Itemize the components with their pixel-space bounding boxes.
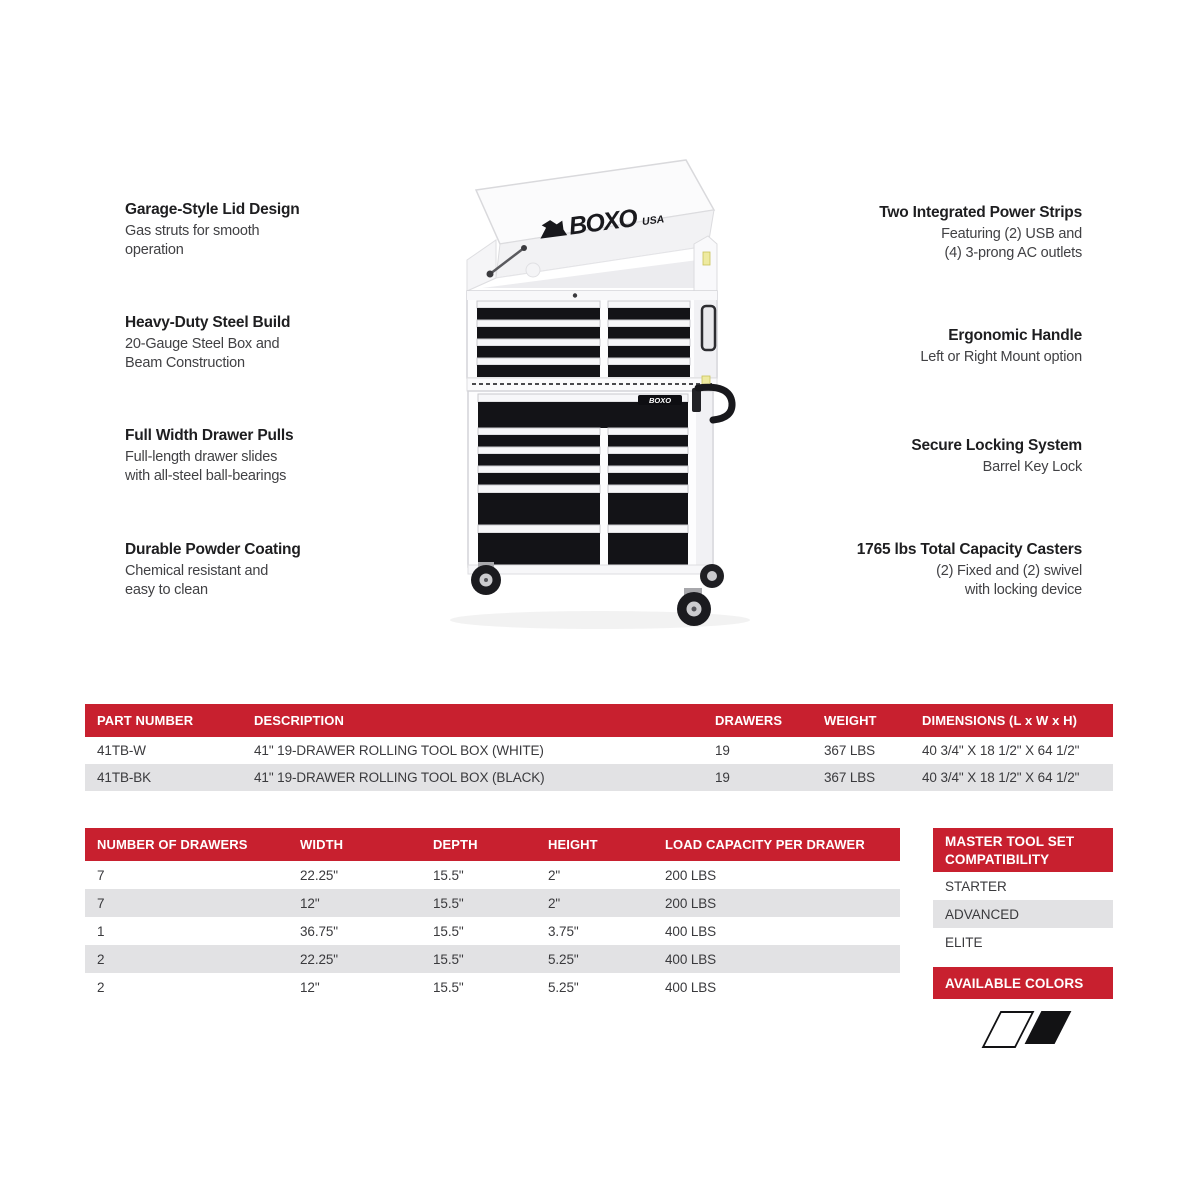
table-cell: 2 <box>97 951 105 967</box>
feature-powder-coating <box>125 540 345 600</box>
column-header: PART NUMBER <box>97 713 194 728</box>
table-cell: 40 3/4" X 18 1/2" X 64 1/2" <box>922 743 1080 758</box>
brand-name: BOXO <box>567 204 639 241</box>
feature-title: Garage-Style Lid Design <box>125 201 300 218</box>
feature-steel-build <box>125 313 345 373</box>
chest-drawers-left <box>477 301 600 377</box>
feature-text: Featuring (2) USB and <box>941 226 1082 242</box>
feature-casters <box>782 540 1082 600</box>
feature-ergonomic-handle <box>782 326 1082 367</box>
feature-text: with locking device <box>964 582 1082 598</box>
feature-text: operation <box>125 242 184 258</box>
brand-suffix: USA <box>641 213 665 229</box>
side-handle <box>702 306 715 350</box>
table-cell: 400 LBS <box>665 951 717 967</box>
table-cell: 19 <box>715 770 730 785</box>
table-cell: 7 <box>97 867 105 883</box>
chest-lock <box>573 293 577 297</box>
table-cell: 15.5" <box>433 923 464 939</box>
table-cell: 41TB-BK <box>97 770 152 785</box>
feature-text: (4) 3-prong AC outlets <box>944 245 1082 261</box>
column-header: WEIGHT <box>824 713 877 728</box>
feature-title: Full Width Drawer Pulls <box>125 427 294 444</box>
table-cell: 200 LBS <box>665 867 717 883</box>
compatibility-title: MASTER TOOL SET COMPATIBILITY <box>933 828 1113 872</box>
table-cell: 367 LBS <box>824 743 876 758</box>
table-row <box>85 889 900 917</box>
spec-table <box>85 704 1113 791</box>
warning-sticker <box>703 252 710 265</box>
feature-title: Heavy-Duty Steel Build <box>125 314 291 331</box>
compatibility-box <box>933 828 1113 956</box>
table-row <box>85 917 900 945</box>
available-colors-title: AVAILABLE COLORS <box>933 967 1113 999</box>
table-cell: 3.75" <box>548 923 579 939</box>
feature-text: Chemical resistant and <box>125 563 269 579</box>
column-header: DIMENSIONS (L x W x H) <box>922 713 1078 728</box>
feature-title: Secure Locking System <box>911 437 1082 454</box>
feature-text: easy to clean <box>125 582 208 598</box>
table-cell: 200 LBS <box>665 895 717 911</box>
table-cell: 22.25" <box>300 951 338 967</box>
table-cell: 22.25" <box>300 867 338 883</box>
table-cell: 12" <box>300 979 320 995</box>
feature-text: 20-Gauge Steel Box and <box>125 336 280 352</box>
spec-table-header <box>85 704 1113 737</box>
feature-drawer-pulls <box>125 426 345 486</box>
table-cell: 367 LBS <box>824 770 876 785</box>
feature-text: with all-steel ball-bearings <box>125 468 287 484</box>
table-cell: 15.5" <box>433 951 464 967</box>
cabinet-wide-drawer <box>478 394 688 428</box>
color-swatches <box>933 999 1113 1059</box>
table-cell: 400 LBS <box>665 923 717 939</box>
feature-text: Left or Right Mount option <box>920 349 1082 365</box>
table-cell: 15.5" <box>433 867 464 883</box>
feature-locking-system <box>782 436 1082 477</box>
drawer-table <box>85 828 900 1001</box>
table-cell: 1 <box>97 923 105 939</box>
table-row <box>85 973 900 1001</box>
feature-text: Barrel Key Lock <box>982 459 1082 475</box>
table-cell: 15.5" <box>433 895 464 911</box>
column-header: NUMBER OF DRAWERS <box>97 837 248 852</box>
cabinet-drawers-right <box>608 428 688 565</box>
column-header: HEIGHT <box>548 837 598 852</box>
column-header: DESCRIPTION <box>254 713 344 728</box>
column-header: LOAD CAPACITY PER DRAWER <box>665 837 865 852</box>
handle-bracket <box>692 388 701 412</box>
table-cell: 41" 19-DRAWER ROLLING TOOL BOX (WHITE) <box>254 743 544 758</box>
feature-title: Ergonomic Handle <box>948 327 1082 344</box>
compat-item-starter: STARTER <box>945 878 1007 894</box>
product-image <box>440 148 760 640</box>
feature-garage-lid <box>125 200 345 260</box>
table-cell: 41" 19-DRAWER ROLLING TOOL BOX (BLACK) <box>254 770 545 785</box>
drawer-table-header <box>85 828 900 861</box>
table-row <box>85 737 1113 764</box>
feature-text: (2) Fixed and (2) swivel <box>936 563 1082 579</box>
feature-text: Full-length drawer slides <box>125 449 278 465</box>
table-cell: 2" <box>548 895 561 911</box>
table-cell: 5.25" <box>548 951 579 967</box>
compat-item-elite: ELITE <box>945 934 983 950</box>
table-cell: 2" <box>548 867 561 883</box>
toolbox-illustration <box>440 148 760 640</box>
table-row <box>85 861 900 889</box>
table-cell: 2 <box>97 979 105 995</box>
cabinet-drawers-left <box>478 428 600 565</box>
feature-power-strips <box>782 203 1082 263</box>
feature-text: Gas struts for smooth <box>125 223 260 239</box>
table-cell: 36.75" <box>300 923 338 939</box>
table-cell: 19 <box>715 743 730 758</box>
table-cell: 12" <box>300 895 320 911</box>
column-header: DRAWERS <box>715 713 783 728</box>
table-row <box>85 764 1113 791</box>
table-cell: 15.5" <box>433 979 464 995</box>
column-header: WIDTH <box>300 837 344 852</box>
table-row <box>85 945 900 973</box>
feature-title: Two Integrated Power Strips <box>879 204 1082 221</box>
table-cell: 40 3/4" X 18 1/2" X 64 1/2" <box>922 770 1080 785</box>
table-cell: 7 <box>97 895 105 911</box>
table-cell: 400 LBS <box>665 979 717 995</box>
available-colors-box <box>933 967 1113 1059</box>
column-header: DEPTH <box>433 837 478 852</box>
table-cell: 41TB-W <box>97 743 146 758</box>
chest-drawers-right <box>608 301 690 377</box>
cabinet-badge: BOXO <box>648 396 672 405</box>
compat-item-advanced: ADVANCED <box>933 900 1113 928</box>
feature-title: Durable Powder Coating <box>125 541 301 558</box>
table-cell: 5.25" <box>548 979 579 995</box>
feature-text: Beam Construction <box>125 355 245 371</box>
feature-title: 1765 lbs Total Capacity Casters <box>856 541 1082 558</box>
